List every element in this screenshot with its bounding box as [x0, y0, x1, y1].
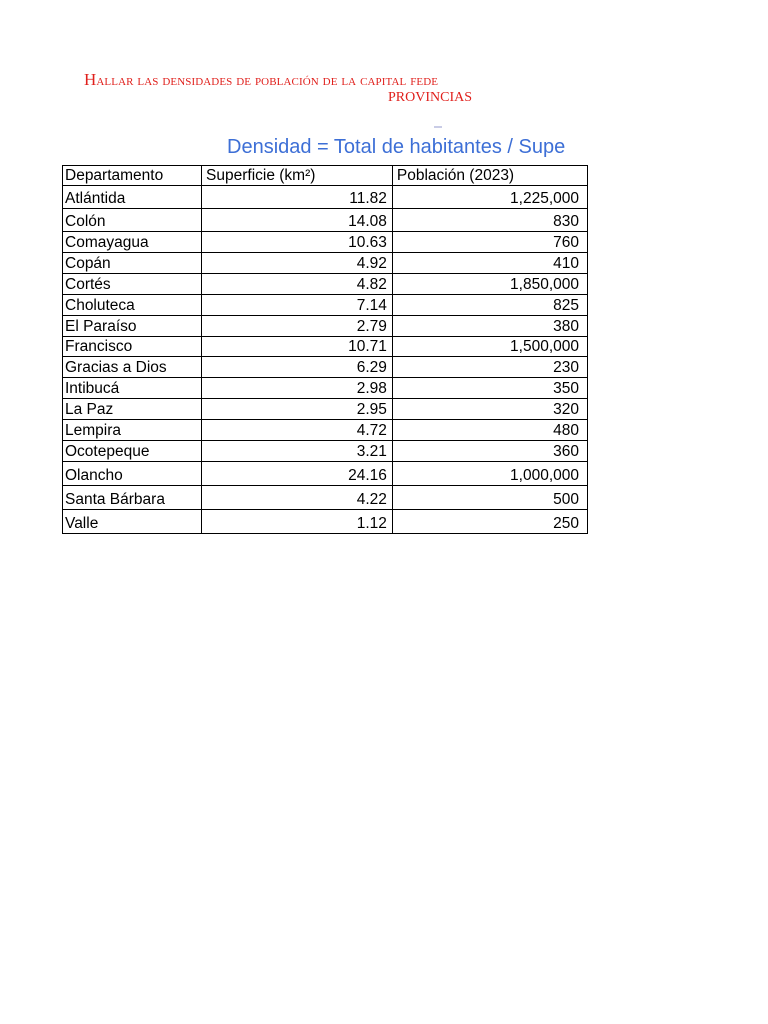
header-poblacion: Población (2023) [392, 166, 587, 186]
table-row [63, 357, 588, 378]
cell-poblacion: 1,000,000 [392, 462, 587, 486]
cell-departamento: Colón [63, 209, 202, 232]
cell-poblacion: 380 [392, 316, 587, 337]
cell-departamento: La Paz [63, 399, 202, 420]
table-row [63, 186, 588, 209]
cell-superficie: 7.14 [202, 295, 393, 316]
table-row [63, 232, 588, 253]
cell-superficie: 2.95 [202, 399, 393, 420]
cell-superficie: 4.72 [202, 420, 393, 441]
cell-poblacion: 230 [392, 357, 587, 378]
table-header-row [63, 166, 588, 186]
cell-superficie: 4.82 [202, 274, 393, 295]
cell-poblacion: 350 [392, 378, 587, 399]
cell-poblacion: 320 [392, 399, 587, 420]
table-row [63, 295, 588, 316]
cell-poblacion: 1,225,000 [392, 186, 587, 209]
table-row [63, 462, 588, 486]
cell-poblacion: 410 [392, 253, 587, 274]
formula-text: Densidad = Total de habitantes / Supe [227, 136, 566, 158]
heading-line-1 [84, 70, 438, 90]
cell-superficie: 2.79 [202, 316, 393, 337]
cell-departamento: Cortés [63, 274, 202, 295]
table-row [63, 399, 588, 420]
table-row [63, 420, 588, 441]
decorative-dash [434, 126, 442, 128]
cell-poblacion: 760 [392, 232, 587, 253]
cell-poblacion: 480 [392, 420, 587, 441]
cell-poblacion: 825 [392, 295, 587, 316]
cell-departamento: Atlántida [63, 186, 202, 209]
table-row [63, 316, 588, 337]
table-row [63, 253, 588, 274]
table-row [63, 486, 588, 510]
table-row [63, 441, 588, 462]
cell-poblacion: 250 [392, 510, 587, 534]
cell-departamento: Intibucá [63, 378, 202, 399]
table-row [63, 274, 588, 295]
cell-poblacion: 500 [392, 486, 587, 510]
cell-departamento: Valle [63, 510, 202, 534]
cell-superficie: 14.08 [202, 209, 393, 232]
table-row [63, 378, 588, 399]
heading-line-2: PROVINCIAS [388, 90, 473, 105]
table-row [63, 337, 588, 357]
cell-superficie: 10.71 [202, 337, 393, 357]
cell-poblacion: 360 [392, 441, 587, 462]
cell-superficie: 4.22 [202, 486, 393, 510]
cell-departamento: Comayagua [63, 232, 202, 253]
cell-poblacion: 830 [392, 209, 587, 232]
cell-departamento: Copán [63, 253, 202, 274]
cell-poblacion: 1,850,000 [392, 274, 587, 295]
heading-initial: H [84, 70, 97, 89]
cell-superficie: 11.82 [202, 186, 393, 209]
cell-superficie: 6.29 [202, 357, 393, 378]
heading-text: allar las densidades de población de la capital fede [96, 73, 439, 89]
table-row [63, 510, 588, 534]
cell-departamento: Lempira [63, 420, 202, 441]
cell-superficie: 1.12 [202, 510, 393, 534]
cell-departamento: Choluteca [63, 295, 202, 316]
cell-superficie: 10.63 [202, 232, 393, 253]
cell-departamento: Gracias a Dios [63, 357, 202, 378]
cell-departamento: Francisco [63, 337, 202, 357]
cell-poblacion: 1,500,000 [392, 337, 587, 357]
header-departamento: Departamento [63, 166, 202, 186]
cell-superficie: 4.92 [202, 253, 393, 274]
cell-superficie: 24.16 [202, 462, 393, 486]
cell-departamento: Olancho [63, 462, 202, 486]
cell-departamento: El Paraíso [63, 316, 202, 337]
cell-departamento: Santa Bárbara [63, 486, 202, 510]
table-row [63, 209, 588, 232]
cell-superficie: 3.21 [202, 441, 393, 462]
cell-superficie: 2.98 [202, 378, 393, 399]
cell-departamento: Ocotepeque [63, 441, 202, 462]
population-table [62, 165, 588, 534]
header-superficie: Superficie (km²) [202, 166, 393, 186]
table-body [63, 186, 588, 534]
